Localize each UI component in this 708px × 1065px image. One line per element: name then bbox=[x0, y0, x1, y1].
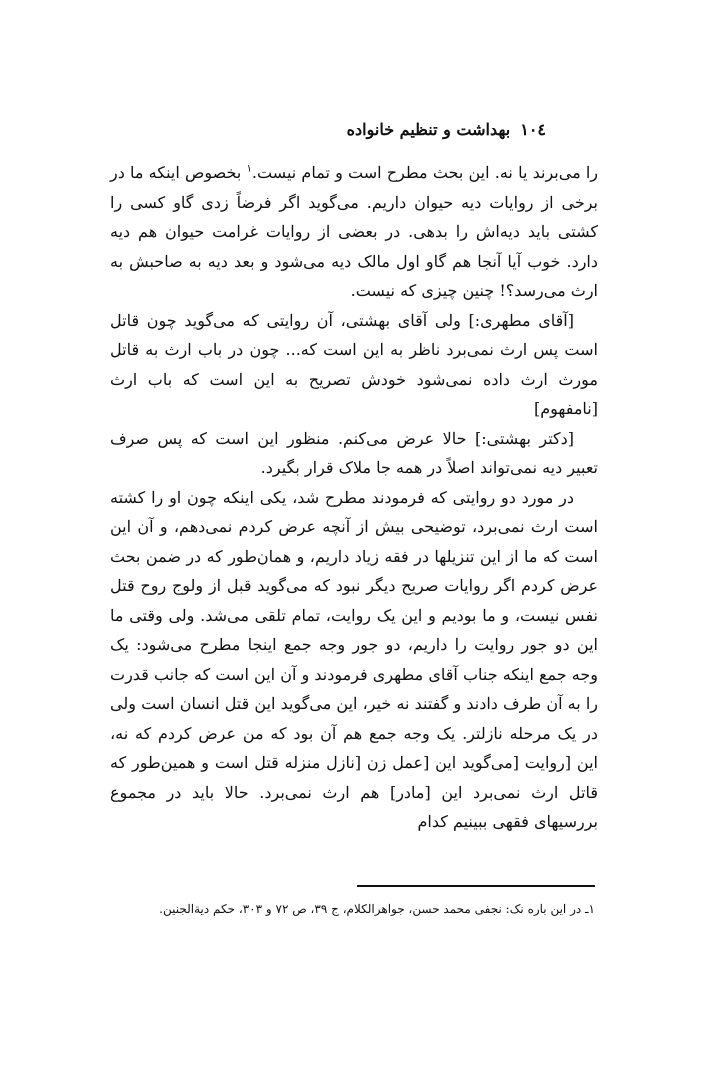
running-title: بهداشت و تنظیم خانواده bbox=[346, 120, 511, 139]
paragraph-4: در مورد دو روایتی که فرمودند مطرح شد، یکی اینکه چون او را کشته است ارث نمی‌برد، توضیحی بیش از آنچه عرض کردم نمی‌دهم، و آن این است که ما از این تنزیلها در فقه زیاد داریم، و همان‌طور که در ضمن بحث عرض کردم اگر روایات صریح دیگر نبود که می‌گوید قبل از ولوج روح قتل نفس نیست، و ما بودیم و این یک روایت، تمام تلقی می‌شد. ولی وقتی ما این دو جور روایت را داریم، دو جور وجه جمع اینجا مطرح می‌شود: یک وجه جمع اینکه جناب آقای مطهری فرمودند و آن این است که جانب قدرت را به آن طرف دادند و گفتند نه خیر، این می‌گوید این قتل انسان است ولی در یک مرحله نازلتر. یک وجه جمع هم آن بود که من عرض کردم که نه، این [روایت [می‌گوید این [عمل زن [نازل منزله قتل است و همین‌طور که قاتل ارث نمی‌برد این [مادر] هم ارث نمی‌برد. حالا باید در مجموع بررسیهای فقهی ببینیم کدام bbox=[110, 487, 599, 831]
paragraph-1 bbox=[110, 158, 598, 306]
footnote-marker: ١ bbox=[246, 163, 252, 175]
paragraph-2: [آقای مطهری:] ولی آقای بهشتی، آن روایتی که می‌گوید چون قاتل است پس ارث نمی‌برد ناظر به این است که... چون در باب ارث به قاتل مورث ارث داده نمی‌شود خودش تصریح به این است که باب ارث [نامفهوم] bbox=[110, 310, 598, 418]
footnote: ١ـ در این باره نک: نجفی محمد حسن، جواهرالکلام، ج ٣٩، ص ٧٢ و ٣٠٣، حکم دیةالجنین. bbox=[159, 902, 595, 916]
footnote-divider bbox=[357, 885, 595, 887]
page-number: ١٠٤ bbox=[520, 120, 546, 139]
page-header bbox=[347, 120, 546, 139]
paragraph-1-text: را می‌برند یا نه. این بحث مطرح است و تمام نیست. bbox=[251, 163, 599, 182]
page-body bbox=[110, 158, 598, 837]
paragraph-3: [دکتر بهشتی:] حالا عرض می‌کنم. منظور این است که پس صرف تعبیر دیه نمی‌تواند اصلاً در همه جا ملاک قرار بگیرد. bbox=[110, 428, 598, 477]
paragraph-1-continuation: بخصوص اینکه ما در برخی از روایات دیه حیوان داریم. می‌گوید اگر فرضاً زدی گاو کسی را کشتی باید دیه‌اش را بدهی. در بعضی از روایات غرامت حیوان هم دیه دارد. خوب آیا آنجا هم گاو اول مالک دیه می‌شود و بعد دیه به صاحبش به ارث می‌رسد؟! چنین چیزی که نیست. bbox=[110, 163, 598, 300]
